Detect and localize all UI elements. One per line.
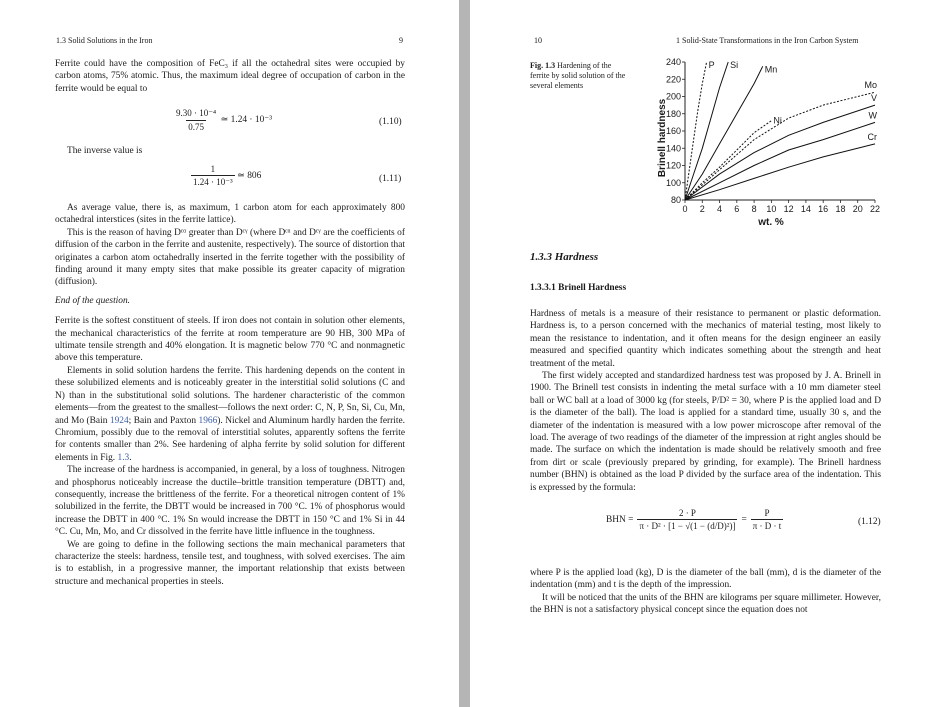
eq-numerator: 1 — [210, 164, 216, 174]
y-axis-title: Brinell hardness — [657, 98, 668, 178]
series-line-w — [685, 122, 875, 200]
eq-numerator: P — [764, 508, 770, 518]
paragraph: The increase of the hardness is accompanied, in general, by a loss of toughness. Nitrogen and phosphorus noticeably increase the ductile–brittle transition temperature (DBTT) and, consequently, increase the brittleness of the ferrite. For a theoretical nitrogen content of 1% solubilized in the ferrite, the DBTT would be increased in 700 °C. 1% of phosphorus would increase the DBTT in 400 °C. 1% Sn would increase the DBTT in 150 °C and 1% Si in 44 °C. Cu, Mn, Mo, and Cr dissolved in the ferrite have little influence in the toughness. — [55, 465, 405, 538]
paragraph: This is the reason of having Dᶜᵅ greater than Dᶜᵞ (where Dᶜᵅ and Dᶜᵞ are the coefficients of diffusion of the carbon in the ferrite and austenite, respectively). The source of distortion that originates a carbon atom octahedrally inserted in the ferrite together with the possibility of finding around it many empty sites that make possible its greater capacity of migration (diffusion). — [55, 227, 405, 288]
paragraph: We are going to define in the following sections the main mechanical parameters that characterize the steels: hardness, tensile test, and toughness, with solved exercises. The aim is to establish, in a progressive manner, the important relationship that exists between structure and mechanical properties in steels. — [55, 539, 405, 587]
y-tick-label: 140 — [665, 143, 681, 154]
equation-1-12 — [606, 508, 783, 531]
series-label-ni: Ni — [773, 115, 782, 126]
figure-label: Fig. 1.3 — [530, 61, 556, 70]
series-line-p — [685, 62, 707, 200]
x-tick-label: 16 — [818, 204, 829, 214]
running-header-section: 1 Solid-State Transformations in the Iron Carbon System — [676, 36, 859, 45]
eq-lhs: BHN = — [606, 514, 634, 525]
paragraph: As average value, there is, as maximum, 1 carbon atom for each approximately 800 octahedral interstices (sites in the ferrite lattice). — [55, 203, 405, 226]
end-of-question: End of the question. — [55, 295, 130, 306]
series-line-cr — [685, 144, 875, 200]
figure-caption — [530, 61, 630, 91]
series-label-v: V — [870, 93, 877, 104]
x-tick-label: 22 — [869, 204, 881, 214]
x-tick-label: 12 — [783, 204, 794, 214]
x-tick-label: 10 — [766, 204, 777, 214]
eq-numerator: 9.30 · 10⁻⁴ — [176, 108, 217, 118]
eq-denominator: 0.75 — [188, 122, 204, 132]
y-tick-label: 180 — [665, 108, 681, 119]
series-label-si: Si — [730, 60, 739, 70]
x-tick-label: 20 — [852, 204, 863, 214]
hardening-chart — [655, 58, 885, 238]
eq-rhs: ≃ 806 — [237, 171, 262, 182]
y-tick-label: 220 — [665, 74, 681, 85]
eq-denominator: 1.24 · 10⁻³ — [193, 177, 233, 187]
x-axis-title: wt. % — [758, 217, 784, 228]
paragraph: Ferrite could have the composition of FeC₃ if all the octahedral sites were occupied by carbon atoms, 75% atomic. Thus, the maximum ideal degree of occupation of carbon in the ferrite would be equal to — [55, 59, 405, 94]
eq-denominator: π · D² · [1 − √(1 − (d/D)²)] — [639, 521, 736, 531]
page-number: 9 — [399, 36, 403, 45]
y-tick-label: 160 — [665, 126, 681, 136]
y-tick-label: 240 — [665, 58, 681, 67]
page-number: 10 — [534, 36, 542, 45]
subsection-title: 1.3.3.1 Brinell Hardness — [530, 283, 627, 293]
series-label-p: P — [708, 60, 715, 70]
x-tick-label: 8 — [751, 204, 757, 214]
series-label-mo: Mo — [864, 80, 877, 91]
equation-1-11 — [191, 164, 261, 188]
citation-link[interactable]: 1966 — [198, 415, 218, 426]
paragraph: It will be noticed that the units of the BHN are kilograms per square millimeter. However, the BHN is not a satisfactory physical concept since the equation does not — [530, 592, 881, 616]
figure-link[interactable]: 1.3 — [117, 452, 130, 463]
eq-rhs: ≃ 1.24 · 10⁻³ — [220, 115, 273, 126]
equation-number: (1.12) — [858, 517, 881, 527]
paragraph: Elements in solid solution hardens the ferrite. This hardening depends on the content in these solubilized elements and is noticeably greater in the interstitial solid solutions (C and N) than in the substitutional solid solutions. The hardener characteristic of the common elements—from the greatest to the smallest—follows the next order: C, N, P, Sn, Si, Cu, Mn, and Mo (Bain 1924; Bain and Paxton 1966). Nickel and Aluminum hardly harden the ferrite. Chromium, possibly due to the removal of interstitial solutes, apparently softens the ferrite for contents smaller than 2%. See hardening of alpha ferrite by solid solution for different elements in Fig. 1.3. — [55, 365, 406, 463]
x-tick-label: 14 — [800, 204, 811, 214]
paragraph: The inverse value is — [67, 146, 143, 156]
series-label-cr: Cr — [867, 131, 877, 142]
equation-1-10 — [174, 108, 272, 132]
x-tick-label: 6 — [734, 204, 740, 214]
series-line-mn — [685, 66, 763, 200]
series-label-mn: Mn — [764, 64, 778, 75]
y-tick-label: 100 — [665, 177, 681, 188]
x-tick-label: 0 — [682, 204, 688, 214]
paragraph: Hardness of metals is a measure of their resistance to permanent or plastic deformation. Hardness is, to a person concerned with the mechanics of material testing, most likely to mean the resistance to indentation, and it often means for the design engineer an easily measured and specified quantity which indicates something about the strength and heat treatment of the metal. — [530, 309, 881, 369]
figure-caption-text: Hardening of the ferrite by solid solution of the several elements — [530, 61, 626, 90]
y-tick-label: 80 — [670, 195, 681, 205]
eq-denominator: π · D · t — [752, 521, 782, 531]
equation-number: (1.10) — [379, 117, 402, 127]
left-page — [0, 0, 459, 707]
section-title: 1.3.3 Hardness — [530, 251, 599, 263]
equation-number: (1.11) — [379, 174, 402, 184]
paragraph: The first widely accepted and standardized hardness test was proposed by J. A. Brinell in 1900. The Brinell test consists in indenting the metal surface with a 10 mm diameter steel ball or WC ball at a load of 3000 kg (for steels, P/D² = 30, where P is the applied load and D is the diameter of the ball). The load is applied for a standard time, usually 30 s, and the diameter of the indentation is measured with a low power microscope after removal of the load. The average of two readings of the diameter of the impression at right angles should be made. The surface on which the indentation is made should be relatively smooth and free from dirt or scale (previously prepared by grinding, for example). The Brinell hardness number (BHN) is obtained as the load P divided by the surface area of the indentation. This is expressed by the formula: — [530, 371, 881, 493]
series-label-w: W — [868, 110, 877, 121]
page-gutter — [459, 0, 470, 707]
eq-numerator: 2 · P — [678, 508, 696, 518]
y-tick-label: 120 — [665, 160, 681, 171]
x-tick-label: 4 — [717, 204, 723, 214]
x-tick-label: 2 — [699, 204, 705, 214]
y-tick-label: 200 — [665, 91, 681, 102]
running-header-section: 1.3 Solid Solutions in the Iron — [56, 36, 153, 45]
eq-equals: = — [741, 514, 747, 525]
paragraph: where P is the applied load (kg), D is the diameter of the ball (mm), d is the diameter of the indentation (mm) and t is the depth of the impression. — [530, 568, 881, 591]
x-tick-label: 18 — [835, 204, 846, 214]
paragraph: Ferrite is the softest constituent of steels. If iron does not contain in solution other elements, the mechanical characteristics of the ferrite at room temperature are 90 HB, 300 MPa of ultimate tensile strength and 40% elongation. It is magnetic below 770 °C and nonmagnetic above this temperature. — [55, 316, 405, 364]
citation-link[interactable]: 1924 — [109, 415, 129, 426]
